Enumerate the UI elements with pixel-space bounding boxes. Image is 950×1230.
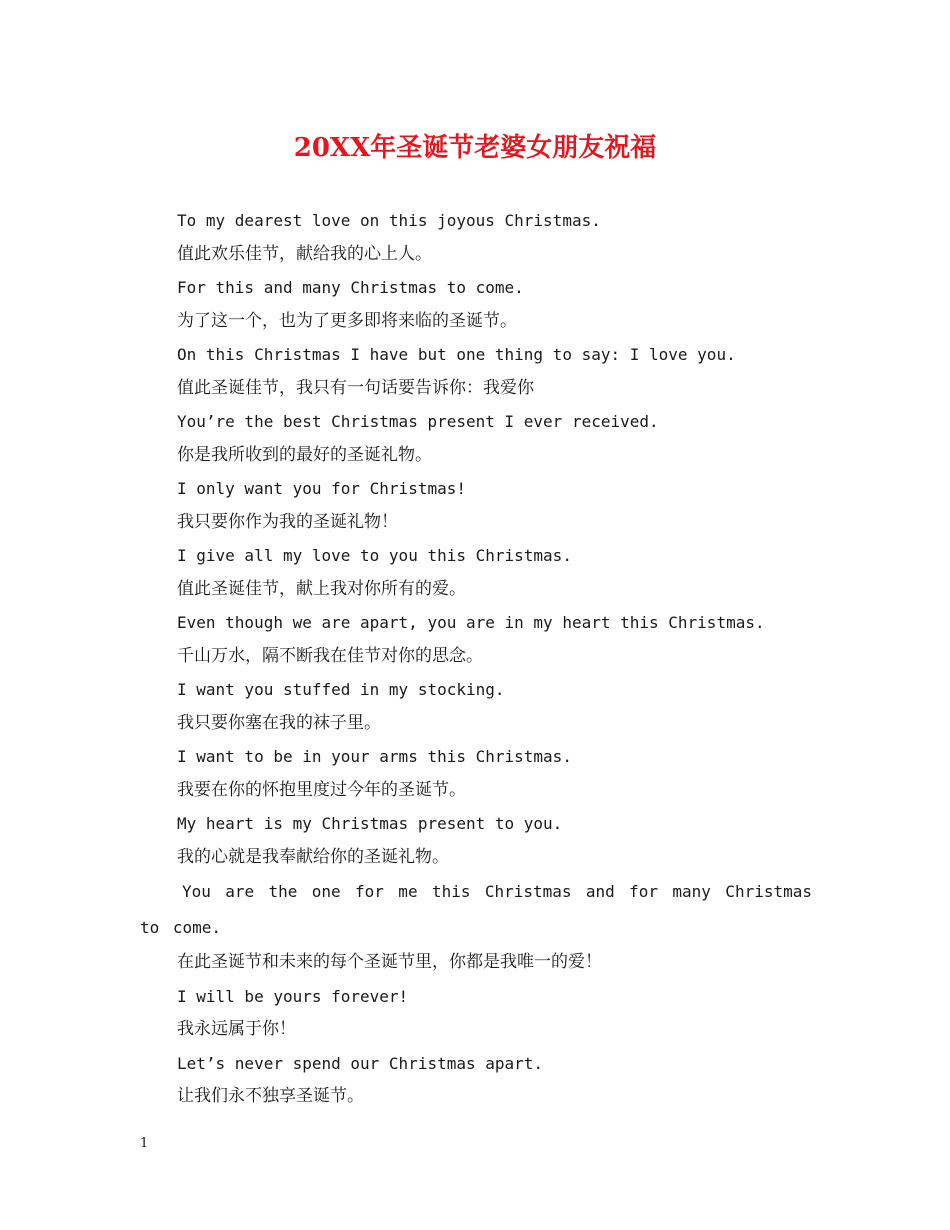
- text-line: Even though we are apart, you are in my heart this Christmas.: [177, 613, 765, 632]
- text-line: My heart is my Christmas present to you.: [177, 814, 563, 833]
- text-line: I give all my love to you this Christmas.: [177, 546, 572, 565]
- text-line: To my dearest love on this joyous Christmas.: [177, 211, 601, 230]
- text-line: I want to be in your arms this Christmas.: [177, 747, 572, 766]
- text-line: On this Christmas I have but one thing to say: I love you.: [177, 345, 736, 364]
- text-line: 值此欢乐佳节，献给我的心上人。: [177, 243, 432, 264]
- text-line: You’re the best Christmas present I ever received.: [177, 412, 659, 431]
- document-body: [140, 204, 812, 1114]
- text-line-wrapped: You are the one for me this Christmas and for many Christmas to come.: [140, 882, 812, 937]
- text-line: 千山万水，隔不断我在佳节对你的思念。: [177, 645, 483, 666]
- text-line: 让我们永不独享圣诞节。: [177, 1086, 364, 1106]
- text-line: I want you stuffed in my stocking.: [177, 680, 505, 699]
- text-line: Let’s never spend our Christmas apart.: [177, 1053, 544, 1073]
- text-line: 在此圣诞节和未来的每个圣诞节里，你都是我唯一的爱！: [177, 952, 602, 972]
- text-line: 我只要你塞在我的袜子里。: [177, 712, 381, 733]
- text-line: 我要在你的怀抱里度过今年的圣诞节。: [177, 779, 466, 800]
- text-line: 你是我所收到的最好的圣诞礼物。: [177, 444, 432, 465]
- text-line: I only want you for Christmas!: [177, 479, 466, 498]
- text-line: 我的心就是我奉献给你的圣诞礼物。: [177, 846, 449, 867]
- text-line: For this and many Christmas to come.: [177, 278, 524, 297]
- text-line: 我永远属于你！: [177, 1019, 296, 1039]
- text-line: 我只要你作为我的圣诞礼物！: [177, 511, 398, 532]
- document-title: 20XX年圣诞节老婆女朋友祝福: [293, 133, 657, 163]
- text-line: I will be yours forever!: [177, 986, 409, 1006]
- text-line: 为了这一个，也为了更多即将来临的圣诞节。: [177, 310, 517, 331]
- page-number: 1: [140, 1136, 149, 1151]
- text-line: 值此圣诞佳节，献上我对你所有的爱。: [177, 578, 466, 599]
- text-line: 值此圣诞佳节，我只有一句话要告诉你：我爱你: [177, 377, 534, 398]
